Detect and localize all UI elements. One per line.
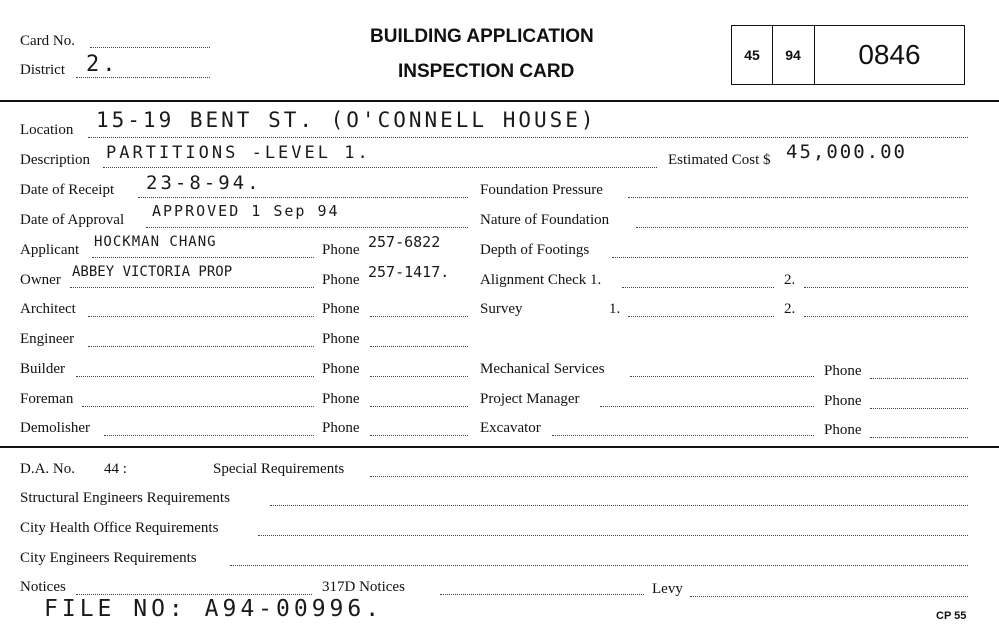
alignment-check-line-1: [622, 287, 774, 288]
nature-of-foundation-line: [636, 227, 968, 228]
depth-of-footings-label: Depth of Footings: [480, 242, 590, 258]
location-line: [88, 137, 968, 138]
file-number: FILE NO: A94-00996.: [44, 596, 384, 622]
owner-value: ABBEY VICTORIA PROP: [72, 264, 233, 280]
notices-line: [76, 594, 312, 595]
excavator-phone-line: [870, 437, 968, 438]
applicant-value: HOCKMAN CHANG: [94, 234, 217, 250]
owner-label: Owner: [20, 272, 61, 288]
special-requirements-label: Special Requirements: [213, 461, 345, 477]
nature-of-foundation-label: Nature of Foundation: [480, 212, 610, 228]
owner-phone-label: Phone: [322, 272, 360, 288]
survey-line-1: [628, 316, 774, 317]
mechanical-services-line: [630, 376, 814, 377]
excavator-phone-label: Phone: [824, 422, 862, 438]
demolisher-phone-label: Phone: [322, 420, 360, 436]
title-line2: INSPECTION CARD: [398, 61, 575, 82]
architect-phone-line: [370, 316, 468, 317]
card-no-label: Card No.: [20, 33, 75, 49]
applicant-phone-label: Phone: [322, 242, 360, 258]
foundation-pressure-line: [628, 197, 968, 198]
project-manager-phone-label: Phone: [824, 393, 862, 409]
survey-label: Survey: [480, 301, 523, 317]
builder-phone-line: [370, 376, 468, 377]
alignment-check-label: Alignment Check 1.: [480, 272, 602, 288]
city-health-label: City Health Office Requirements: [20, 520, 219, 536]
header-divider: [0, 100, 999, 102]
description-label: Description: [20, 152, 90, 168]
architect-label: Architect: [20, 301, 76, 317]
card-number-box: [731, 25, 965, 85]
builder-label: Builder: [20, 361, 65, 377]
special-requirements-line: [370, 476, 968, 477]
foreman-label: Foreman: [20, 391, 74, 407]
card-no-line: [90, 47, 210, 48]
notices-317d-line: [440, 594, 644, 595]
depth-of-footings-line: [612, 257, 968, 258]
description-line: [103, 167, 657, 168]
mechanical-services-label: Mechanical Services: [480, 361, 605, 377]
notices-317d-label: 317D Notices: [322, 579, 405, 595]
survey-2-label: 2.: [784, 301, 796, 317]
foundation-pressure-label: Foundation Pressure: [480, 182, 603, 198]
engineer-phone-label: Phone: [322, 331, 360, 347]
demolisher-line: [104, 435, 314, 436]
project-manager-line: [600, 406, 814, 407]
requirements-divider: [0, 446, 999, 448]
builder-phone-label: Phone: [322, 361, 360, 377]
city-engineers-label: City Engineers Requirements: [20, 550, 197, 566]
district-value: 2.: [86, 52, 119, 77]
date-of-receipt-line: [138, 197, 468, 198]
structural-engineers-line: [270, 505, 968, 506]
alignment-check-2-label: 2.: [784, 272, 796, 288]
date-of-approval-label: Date of Approval: [20, 212, 125, 228]
description-value: PARTITIONS -LEVEL 1.: [106, 143, 371, 163]
owner-phone-value: 257-1417.: [368, 263, 450, 281]
date-of-approval-line: [146, 227, 468, 228]
applicant-phone-value: 257-6822: [368, 233, 441, 251]
project-manager-phone-line: [870, 408, 968, 409]
engineer-line: [88, 346, 314, 347]
number-box-b: 94: [785, 47, 801, 63]
applicant-line: [92, 257, 314, 258]
da-no-value: 44 :: [104, 461, 127, 477]
title-line1: BUILDING APPLICATION: [370, 26, 594, 47]
district-label: District: [20, 62, 65, 78]
foreman-phone-line: [370, 406, 468, 407]
date-of-approval-value: APPROVED 1 Sep 94: [152, 202, 340, 220]
excavator-label: Excavator: [480, 420, 541, 436]
location-label: Location: [20, 122, 74, 138]
applicant-label: Applicant: [20, 242, 80, 258]
estimated-cost-label: Estimated Cost $: [668, 152, 771, 168]
architect-line: [88, 316, 314, 317]
foreman-line: [82, 406, 314, 407]
survey-line-2: [804, 316, 968, 317]
location-value: 15-19 BENT ST. (O'CONNELL HOUSE): [96, 108, 597, 132]
number-box-c: 0846: [858, 39, 921, 70]
builder-line: [76, 376, 314, 377]
date-of-receipt-label: Date of Receipt: [20, 182, 115, 198]
notices-label: Notices: [20, 579, 66, 595]
demolisher-label: Demolisher: [20, 420, 90, 436]
excavator-line: [552, 435, 814, 436]
number-box-a: 45: [744, 47, 760, 63]
mechanical-services-phone-label: Phone: [824, 363, 862, 379]
date-of-receipt-value: 23-8-94.: [146, 172, 262, 194]
district-line: [76, 77, 210, 78]
city-engineers-line: [230, 565, 968, 566]
engineer-phone-line: [370, 346, 468, 347]
structural-engineers-label: Structural Engineers Requirements: [20, 490, 230, 506]
project-manager-label: Project Manager: [480, 391, 580, 407]
mechanical-services-phone-line: [870, 378, 968, 379]
da-no-label: D.A. No.: [20, 461, 75, 477]
form-code: CP 55: [936, 610, 967, 622]
alignment-check-line-2: [804, 287, 968, 288]
survey-1-label: 1.: [609, 301, 621, 317]
architect-phone-label: Phone: [322, 301, 360, 317]
foreman-phone-label: Phone: [322, 391, 360, 407]
city-health-line: [258, 535, 968, 536]
engineer-label: Engineer: [20, 331, 75, 347]
demolisher-phone-line: [370, 435, 468, 436]
levy-line: [690, 596, 968, 597]
levy-label: Levy: [652, 581, 683, 597]
estimated-cost-value: 45,000.00: [786, 141, 907, 163]
owner-line: [70, 287, 314, 288]
